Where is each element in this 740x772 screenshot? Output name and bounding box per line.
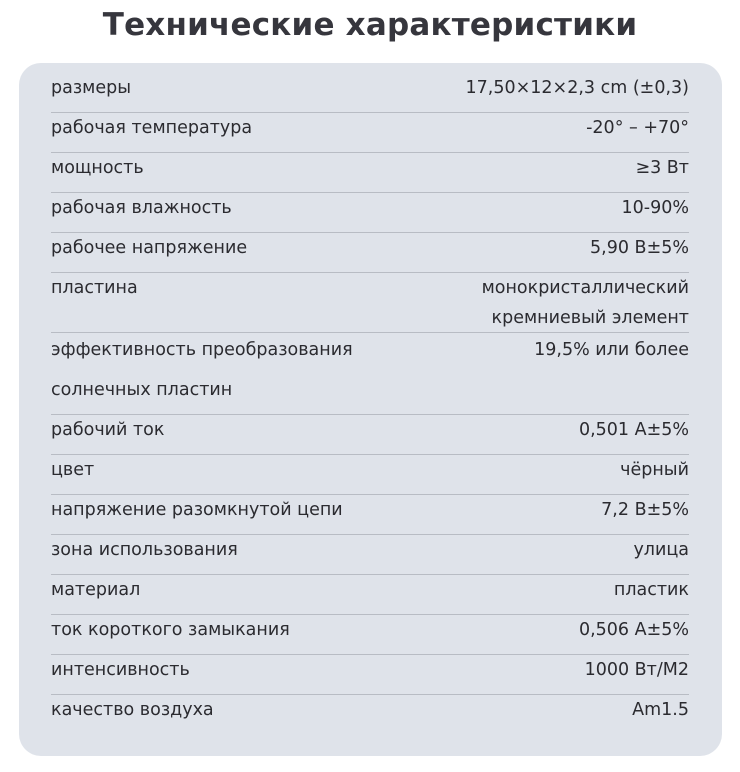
spec-row-conversion-efficiency-cont — [51, 375, 689, 415]
spec-label: рабочая температура — [51, 118, 253, 138]
spec-value: 17,50×12×2,3 cm (±0,3) — [465, 78, 689, 98]
spec-label: эффективность преобразования — [51, 340, 353, 360]
spec-row-conversion-efficiency — [51, 335, 689, 375]
spec-value — [482, 273, 689, 333]
spec-label: рабочее напряжение — [51, 238, 248, 258]
spec-value: пластик — [613, 580, 689, 600]
specs-panel — [19, 63, 722, 756]
spec-label: солнечных пластин — [51, 380, 233, 400]
spec-value: 0,506 А±5% — [578, 620, 689, 640]
spec-value: 0,501 А±5% — [578, 420, 689, 440]
specs-table — [51, 73, 689, 735]
spec-label: интенсивность — [51, 660, 190, 680]
spec-value-line: монокристаллический — [481, 278, 689, 298]
spec-label: мощность — [51, 158, 144, 178]
spec-value: ≥3 Вт — [635, 158, 689, 178]
spec-row-usage-area — [51, 535, 689, 575]
spec-row-open-circuit-voltage — [51, 495, 689, 535]
spec-row-color — [51, 455, 689, 495]
spec-label: качество воздуха — [51, 700, 214, 720]
spec-row-operating-humidity — [51, 193, 689, 233]
spec-value: 10-90% — [621, 198, 689, 218]
spec-label: материал — [51, 580, 141, 600]
spec-row-material — [51, 575, 689, 615]
spec-row-short-circuit-current — [51, 615, 689, 655]
spec-row-dimensions — [51, 73, 689, 113]
spec-value: 5,90 В±5% — [590, 238, 689, 258]
spec-row-intensity — [51, 655, 689, 695]
spec-label: рабочая влажность — [51, 198, 232, 218]
spec-label: ток короткого замыкания — [51, 620, 290, 640]
spec-value: улица — [633, 540, 689, 560]
page-title: Технические характеристики — [102, 7, 638, 43]
spec-value: 1000 Вт/М2 — [584, 660, 689, 680]
spec-row-operating-temperature — [51, 113, 689, 153]
spec-row-plate — [51, 273, 689, 333]
spec-label: цвет — [51, 460, 95, 480]
spec-value: чёрный — [620, 460, 689, 480]
spec-label: зона использования — [51, 540, 238, 560]
spec-label: напряжение разомкнутой цепи — [51, 500, 343, 520]
spec-label: рабочий ток — [51, 420, 165, 440]
spec-value: 7,2 В±5% — [601, 500, 689, 520]
spec-value: 19,5% или более — [534, 340, 689, 360]
spec-value-line: кремниевый элемент — [491, 308, 689, 328]
spec-row-operating-current — [51, 415, 689, 455]
spec-value: Am1.5 — [632, 700, 689, 720]
spec-value: -20° – +70° — [586, 118, 689, 138]
spec-row-operating-voltage — [51, 233, 689, 273]
spec-label: размеры — [51, 78, 132, 98]
spec-row-power — [51, 153, 689, 193]
spec-label: пластина — [51, 278, 138, 298]
spec-row-air-quality — [51, 695, 689, 735]
